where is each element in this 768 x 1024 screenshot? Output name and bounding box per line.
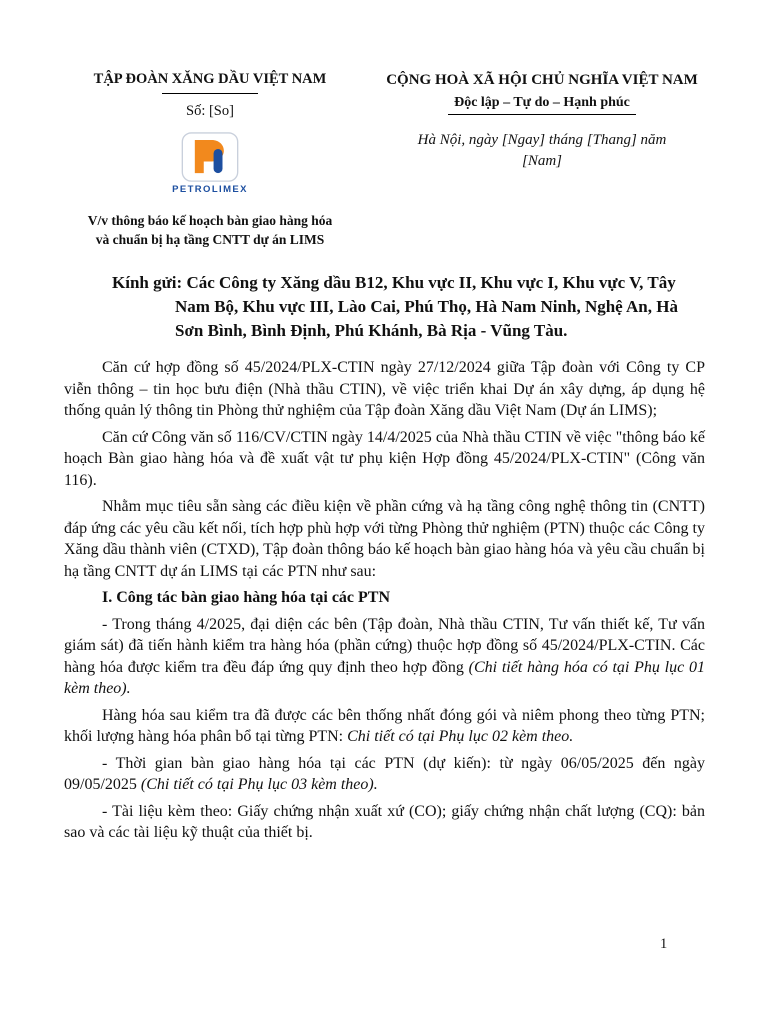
- header-right-column: [379, 70, 705, 249]
- subject-line-1: V/v thông báo kế hoạch bàn giao hàng hóa: [87, 213, 333, 229]
- logo-text: PETROLIMEX: [172, 184, 248, 196]
- salutation: [112, 271, 705, 343]
- section-heading: [64, 587, 705, 609]
- paragraph-text: Nhằm mục tiêu sẵn sàng các điều kiện về phần cứng và hạ tầng công nghệ thông tin (CNTT) đáp ứng các yêu cầu kết nối, tích hợp phù hợp với từng Phòng thử nghiệm (PTN) thuộc các Công ty Xăng dầu thành viên (CTXD), Tập đoàn thông báo kế hoạch bàn giao hàng hóa và yêu cầu chuẩn bị hạ tầng CNTT dự án LIMS tại các PTN như sau:: [64, 498, 705, 580]
- place-and-date: Hà Nội, ngày [Ngay] tháng [Thang] năm [Nam]: [417, 132, 667, 170]
- paragraph: [64, 753, 705, 796]
- paragraph-text: Hàng hóa sau kiểm tra đã được các bên thống nhất đóng gói và niêm phong theo từng PTN; khối lượng hàng hóa phân bổ tại từng PTN:: [64, 706, 705, 746]
- paragraph: [64, 801, 705, 844]
- paragraph-text: - Trong tháng 4/2025, đại diện các bên (Tập đoàn, Nhà thầu CTIN, Tư vấn thiết kế, Tư vấn giám sát) đã tiến hành kiểm tra hàng hóa (phần cứng) thuộc hợp đồng số 45/2024/PLX-CTIN. Các hàng hóa được kiểm tra đều đáp ứng quy định theo hợp đồng: [64, 615, 705, 676]
- paragraph-text: (Chi tiết có tại Phụ lục 03 kèm theo).: [140, 776, 378, 794]
- page-number: 1: [660, 936, 668, 952]
- subject-line: [84, 211, 336, 249]
- subject-line-2: và chuẩn bị hạ tầng CNTT dự án LIMS: [95, 232, 325, 248]
- document-paragraphs: [64, 357, 705, 844]
- header-left-column: [64, 70, 356, 249]
- national-motto: Độc lập – Tự do – Hạnh phúc: [448, 95, 636, 115]
- paragraph-text: - Tài liệu kèm theo: Giấy chứng nhận xuất xứ (CO); giấy chứng nhận chất lượng (CQ): bản sao và các tài liệu kỹ thuật của thiết bị.: [64, 802, 705, 842]
- paragraph: [64, 705, 705, 748]
- paragraph: [64, 357, 705, 422]
- document-header: [64, 70, 705, 249]
- salutation-recipients: Các Công ty Xăng dầu B12, Khu vực II, Khu vực I, Khu vực V, Tây Nam Bộ, Khu vực III, Lào Cai, Phú Thọ, Hà Nam Ninh, Nghệ An, Hà Sơn Bình, Bình Định, Phú Khánh, Bà Rịa - Vũng Tàu.: [175, 273, 678, 341]
- divider-line: [162, 93, 258, 94]
- paragraph: [64, 496, 705, 582]
- paragraph: [64, 614, 705, 700]
- paragraph-text: (Chi tiết hàng hóa có tại Phụ lục 01 kèm theo).: [64, 658, 705, 698]
- paragraph-text: Chi tiết có tại Phụ lục 02 kèm theo.: [347, 728, 574, 746]
- paragraph-text: I. Công tác bàn giao hàng hóa tại các PTN: [102, 589, 391, 607]
- petrolimex-logo-icon: [181, 132, 239, 182]
- organization-name: TẬP ĐOÀN XĂNG DẦU VIỆT NAM: [93, 71, 327, 87]
- paragraph-text: Căn cứ Công văn số 116/CV/CTIN ngày 14/4/2025 của Nhà thầu CTIN về việc "thông báo kế hoạch Bàn giao hàng hóa và đề xuất vật tư phụ kiện Hợp đồng 45/2024/PLX-CTIN" (Công văn 116).: [64, 428, 705, 489]
- paragraph-text: Căn cứ hợp đồng số 45/2024/PLX-CTIN ngày 27/12/2024 giữa Tập đoàn với Công ty CP viễn thông – tin học bưu điện (Nhà thầu CTIN), về việc triển khai Dự án xây dựng, áp dụng hệ thống quản lý thông tin Phòng thử nghiệm của Tập đoàn Xăng dầu Việt Nam (Dự án LIMS);: [64, 359, 705, 420]
- salutation-label: Kính gửi:: [112, 273, 183, 293]
- paragraph: [64, 427, 705, 492]
- document-number: Số: [So]: [186, 103, 234, 120]
- paragraph-text: - Thời gian bàn giao hàng hóa tại các PTN (dự kiến): từ ngày 06/05/2025 đến ngày 09/05/2025: [64, 754, 705, 794]
- national-title: CỘNG HOÀ XÃ HỘI CHỦ NGHĨA VIỆT NAM: [386, 72, 698, 88]
- petrolimex-logo: [64, 132, 356, 195]
